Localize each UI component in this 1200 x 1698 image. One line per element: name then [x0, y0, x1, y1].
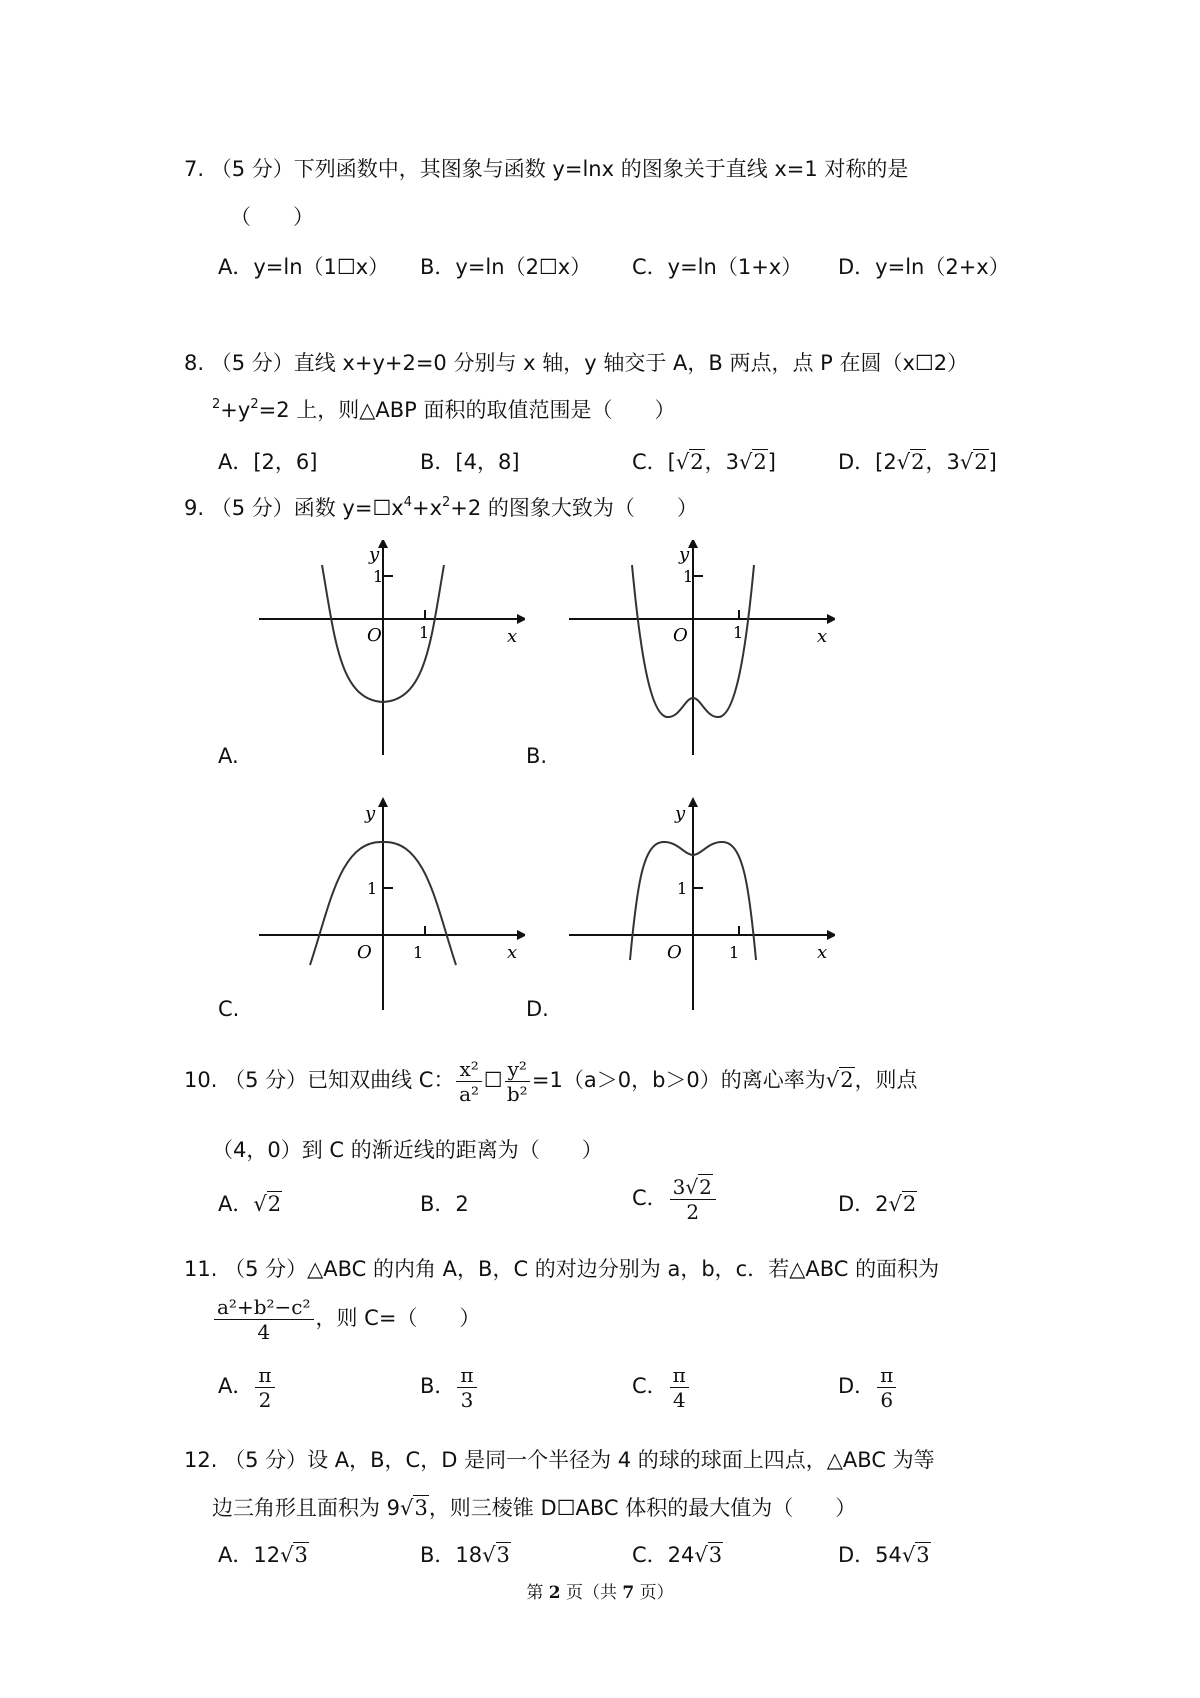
- option-label: A．: [218, 1192, 254, 1216]
- q7-stem-line1: 7. （5 分）下列函数中，其图象与函数 y=lnx 的图象关于直线 x=1 对称的是: [184, 157, 909, 181]
- q12-stem-line1: 12. （5 分）设 A，B，C，D 是同一个半径为 4 的球的球面上四点，△ABC 为等: [184, 1448, 935, 1472]
- tick-label-x: 1: [419, 623, 430, 642]
- q7-option-a: A．y=ln（1☐x）: [218, 255, 390, 279]
- fraction: [877, 1363, 896, 1412]
- q9-option-d: D.: [526, 997, 549, 1021]
- q8-exponent: 2: [212, 397, 221, 412]
- fraction-numerator: π: [877, 1363, 896, 1388]
- q9-text: 9. （5 分）函数 y=☐x: [184, 496, 404, 520]
- fraction-denominator: 3: [460, 1387, 474, 1412]
- footer-text: 页（共: [560, 1583, 623, 1603]
- q9-option-b: B.: [526, 744, 548, 768]
- tick-label-y: 1: [373, 567, 384, 586]
- q9-exponent: 2: [442, 495, 451, 510]
- fraction-numerator: a²+b²−c²: [214, 1295, 314, 1320]
- fraction-numerator: y²: [505, 1057, 530, 1082]
- radicand: 3: [414, 1496, 428, 1520]
- tick-label-y: 1: [367, 879, 378, 898]
- radicand: 3: [294, 1543, 308, 1567]
- radicand: 2: [902, 1192, 917, 1216]
- y-label: y: [679, 544, 690, 565]
- page-number: 2: [548, 1583, 561, 1603]
- q11-option-d: [838, 1360, 898, 1412]
- q7-stem-line2: （ ）: [230, 205, 314, 229]
- x-label: x: [817, 626, 828, 647]
- x-axis-arrow: [517, 930, 525, 940]
- sqrt-sign: √: [825, 1068, 840, 1092]
- q8-text: +y: [220, 398, 251, 422]
- q12-option-b: [420, 1541, 511, 1569]
- sqrt-sign: √: [901, 1543, 916, 1567]
- q7-option-d: D．y=ln（2+x）: [838, 255, 1010, 279]
- q10-text: =1（a＞0，b＞0）的离心率为: [531, 1068, 826, 1092]
- fraction: [670, 1363, 689, 1412]
- page-footer: [0, 1578, 1200, 1603]
- option-label: D．54: [838, 1543, 902, 1567]
- q10-text: 10. （5 分）已知双曲线 C：: [184, 1068, 455, 1092]
- footer-text: 第: [526, 1583, 549, 1603]
- q8-option-a: A．[2，6]: [218, 450, 318, 474]
- radicand: 3: [496, 1543, 510, 1567]
- tick-label-y: 1: [683, 567, 694, 586]
- q12-text: ，则三棱锥 D☐ABC 体积的最大值为（ ）: [428, 1496, 857, 1520]
- option-label: A．: [218, 1374, 254, 1398]
- origin-label: O: [673, 625, 688, 646]
- sqrt-sign: √: [400, 1496, 414, 1520]
- q12-option-d: [838, 1541, 931, 1569]
- option-label: D．2: [838, 1192, 889, 1216]
- q8-option-d-text: ]: [988, 450, 997, 474]
- q9-graph-d: [565, 795, 835, 1015]
- q8-option-d-text: ，3: [925, 450, 960, 474]
- fraction-denominator: b²: [506, 1081, 528, 1106]
- radicand: 2: [911, 450, 925, 474]
- q11-stem-line1: 11. （5 分）△ABC 的内角 A，B，C 的对边分别为 a，b，c．若△ABC 的面积为: [184, 1257, 940, 1281]
- x-axis-arrow: [827, 930, 835, 940]
- coefficient: 3: [672, 1174, 686, 1199]
- x-label: x: [507, 942, 518, 963]
- option-label: C．24: [632, 1543, 695, 1567]
- q7-option-c: C．y=ln（1+x）: [632, 255, 803, 279]
- q9-text: +x: [411, 496, 443, 520]
- radicand: 2: [690, 450, 704, 474]
- q10-option-c: [632, 1172, 718, 1224]
- radicand: 3: [916, 1543, 930, 1567]
- q9-graph-a: [255, 540, 525, 760]
- sqrt-sign: √: [739, 450, 753, 474]
- option-label: B．18: [420, 1543, 483, 1567]
- sqrt-symbol: [280, 1542, 309, 1567]
- q11-option-a: [218, 1360, 277, 1412]
- tick-label-x: 1: [733, 623, 744, 642]
- fraction-numerator: π: [255, 1363, 274, 1388]
- sqrt-symbol: [960, 449, 989, 474]
- y-label: y: [365, 803, 376, 824]
- sqrt-sign: √: [896, 450, 911, 474]
- fraction-denominator: 2: [686, 1199, 700, 1224]
- fraction-denominator: 2: [258, 1387, 272, 1412]
- fraction: [670, 1175, 716, 1224]
- q8-option-c: [632, 448, 776, 476]
- q12-stem-line2: [212, 1494, 856, 1522]
- sqrt-symbol: [676, 449, 705, 474]
- q8-stem-line2: [212, 396, 676, 424]
- option-label: D．: [838, 1374, 876, 1398]
- fraction-numerator: x²: [456, 1057, 481, 1082]
- fraction: [456, 1057, 481, 1106]
- tick-label-y: 1: [677, 879, 688, 898]
- q8-option-d: [838, 448, 997, 476]
- radicand: 2: [974, 450, 988, 474]
- q9-exponent: 4: [403, 495, 412, 510]
- fraction-numerator: π: [457, 1363, 476, 1388]
- sqrt-sign: √: [888, 1192, 902, 1216]
- y-axis-arrow: [378, 797, 388, 807]
- q8-option-d-text: D．[2: [838, 450, 897, 474]
- fraction-denominator: 4: [257, 1319, 271, 1344]
- q10-stem-line1: [184, 1052, 918, 1108]
- sqrt-sign: √: [685, 1174, 699, 1199]
- sqrt-symbol: [897, 449, 926, 474]
- y-label: y: [675, 803, 686, 824]
- option-label: C．: [632, 1186, 668, 1210]
- page-total: 7: [622, 1583, 635, 1603]
- sqrt-symbol: [253, 1191, 282, 1216]
- x-axis-arrow: [517, 614, 525, 624]
- q11-text: ，则 C=（ ）: [315, 1306, 481, 1330]
- fraction-denominator: 6: [880, 1387, 894, 1412]
- x-label: x: [817, 942, 828, 963]
- tick-label-x: 1: [413, 943, 424, 962]
- q12-option-c: [632, 1541, 723, 1569]
- q8-option-b: B．[4，8]: [420, 450, 520, 474]
- q9-graph-b: [565, 540, 835, 760]
- sqrt-sign: √: [253, 1192, 267, 1216]
- q10-operator: ☐: [483, 1068, 503, 1092]
- sqrt-symbol: [902, 1542, 931, 1567]
- q9-graph-c: [255, 795, 525, 1015]
- x-label: x: [507, 626, 518, 647]
- q11-option-b: [420, 1360, 479, 1412]
- q9-stem: [184, 494, 698, 522]
- radicand: 2: [840, 1068, 854, 1092]
- fraction-numerator: [670, 1175, 716, 1200]
- sqrt-sign: √: [280, 1543, 294, 1567]
- fraction-numerator: π: [670, 1363, 689, 1388]
- origin-label: O: [667, 942, 682, 963]
- sqrt-symbol: [400, 1495, 429, 1520]
- q10-text: ，则点: [854, 1068, 918, 1092]
- q10-option-b: B．2: [420, 1192, 469, 1216]
- y-axis-arrow: [688, 540, 698, 548]
- sqrt-symbol: [694, 1542, 723, 1567]
- q8-option-c-text: C．[: [632, 450, 676, 474]
- fraction-denominator: 4: [672, 1387, 686, 1412]
- sqrt-symbol: [739, 449, 768, 474]
- q11-stem-line2: [212, 1290, 480, 1346]
- q10-stem-line2: （4，0）到 C 的渐近线的距离为（ ）: [212, 1138, 603, 1162]
- q12-text: 边三角形且面积为 9: [212, 1496, 401, 1520]
- sqrt-symbol: [482, 1542, 511, 1567]
- fraction: [505, 1057, 530, 1106]
- radicand: 2: [699, 1174, 712, 1199]
- y-label: y: [369, 544, 380, 565]
- y-axis-arrow: [378, 540, 388, 548]
- q9-option-a: A.: [218, 744, 239, 768]
- option-label: A．12: [218, 1543, 281, 1567]
- q11-option-c: [632, 1360, 691, 1412]
- q8-text: =2 上，则△ABP 面积的取值范围是（ ）: [258, 398, 676, 422]
- q9-text: +2 的图象大致为（ ）: [450, 496, 698, 520]
- fraction: [214, 1295, 314, 1344]
- q10-option-d: [838, 1190, 917, 1218]
- radicand: 2: [753, 450, 767, 474]
- origin-label: O: [367, 625, 382, 646]
- q8-option-c-text: ，3: [704, 450, 739, 474]
- origin-label: O: [357, 942, 372, 963]
- footer-text: 页）: [634, 1583, 674, 1603]
- sqrt-symbol: [826, 1067, 855, 1092]
- q10-option-a: [218, 1190, 282, 1218]
- sqrt-sign: √: [675, 450, 690, 474]
- q12-option-a: [218, 1541, 309, 1569]
- sqrt-symbol: [685, 1174, 712, 1199]
- fraction: [255, 1363, 274, 1412]
- sqrt-symbol: [889, 1191, 918, 1216]
- option-label: B．: [420, 1374, 456, 1398]
- sqrt-sign: √: [694, 1543, 708, 1567]
- radicand: 3: [708, 1543, 723, 1567]
- radicand: 2: [267, 1192, 282, 1216]
- q8-stem-line1: 8. （5 分）直线 x+y+2=0 分别与 x 轴，y 轴交于 A，B 两点，点 P 在圆（x☐2）: [184, 351, 969, 375]
- sqrt-sign: √: [482, 1543, 496, 1567]
- q7-option-b: B．y=ln（2☐x）: [420, 255, 592, 279]
- q8-option-c-text: ]: [767, 450, 776, 474]
- fraction-denominator: a²: [459, 1081, 480, 1106]
- q8-exponent: 2: [250, 397, 259, 412]
- y-axis-arrow: [688, 797, 698, 807]
- fraction: [457, 1363, 476, 1412]
- option-label: C．: [632, 1374, 668, 1398]
- tick-label-x: 1: [729, 943, 740, 962]
- sqrt-sign: √: [959, 450, 974, 474]
- x-axis-arrow: [827, 614, 835, 624]
- q9-option-c: C.: [218, 997, 240, 1021]
